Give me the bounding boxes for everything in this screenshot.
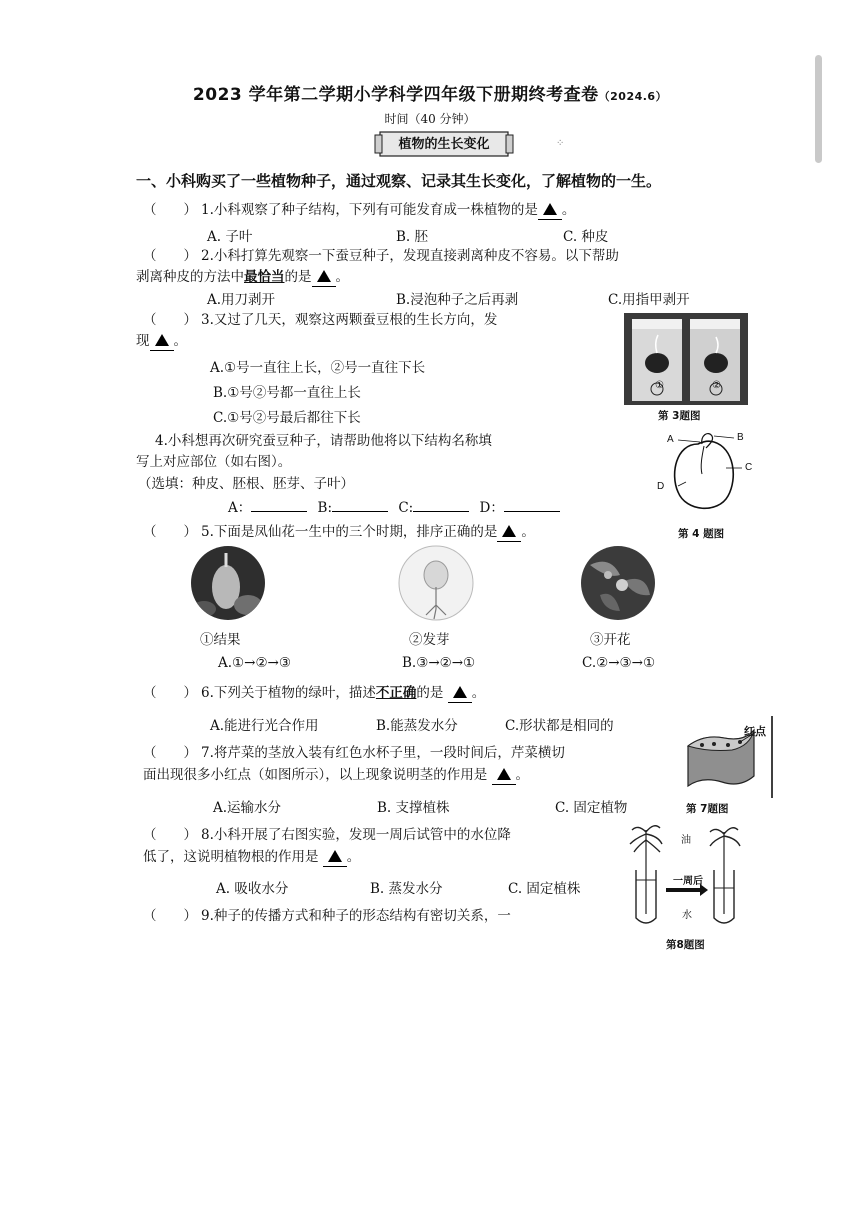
triangle-icon — [155, 334, 169, 346]
q1-option-b: B. 胚 — [396, 229, 429, 245]
question-4-options: （选填：种皮、胚根、胚芽、子叶） — [138, 476, 354, 492]
blank-a[interactable] — [251, 511, 307, 512]
answer-paren[interactable]: （ ） — [143, 524, 197, 540]
fig3-label-2: ② — [712, 380, 721, 391]
answer-paren[interactable]: （ ） — [143, 248, 197, 264]
fig8-label-water: 水 — [682, 910, 692, 921]
q1-option-c: C. 种皮 — [563, 229, 609, 245]
q5-label-flower: ③开花 — [590, 632, 631, 648]
question-7: （ ） 7.将芹菜的茎放入装有红色水杯子里，一段时间后，芹菜横切 — [143, 745, 565, 761]
q1-option-a: A. 子叶 — [207, 229, 253, 245]
section-heading: 一、小科购买了一些植物种子，通过观察、记录其生长变化，了解植物的一生。 — [136, 172, 662, 190]
scrollbar[interactable] — [815, 55, 822, 163]
blank-c[interactable] — [413, 511, 469, 512]
fig3-caption: 第 3题图 — [658, 410, 701, 422]
answer-paren[interactable]: （ ） — [143, 312, 197, 328]
q5-photo-fruit — [190, 545, 266, 621]
fig4-label-c: C — [745, 462, 753, 473]
answer-blank — [323, 848, 347, 867]
q3-option-c: C.①号②号最后都往下长 — [213, 410, 361, 426]
q5-option-b: B.③→②→① — [402, 655, 476, 671]
q7-option-b: B. 支撑植株 — [377, 800, 450, 816]
triangle-icon — [453, 686, 467, 698]
q8-option-a: A. 吸收水分 — [216, 881, 289, 897]
answer-blank — [448, 684, 472, 703]
q5-photo-sprout — [398, 545, 474, 621]
question-3: （ ） 3.又过了几天，观察这两颗蚕豆根的生长方向，发 — [143, 312, 498, 328]
answer-blank — [150, 332, 174, 351]
q3-option-a: A.①号一直往上长，②号一直往下长 — [210, 360, 426, 376]
answer-paren[interactable]: （ ） — [143, 685, 197, 701]
q3-option-b: B.①号②号都一直往上长 — [213, 385, 361, 401]
fig7-caption: 第 7题图 — [686, 803, 729, 815]
exam-title: 2023 学年第二学期小学科学四年级下册期终考查卷（2024.6） — [192, 85, 668, 105]
q6-option-a: A.能进行光合作用 — [210, 718, 319, 734]
triangle-icon — [543, 203, 557, 215]
q8-option-b: B. 蒸发水分 — [370, 881, 443, 897]
q8-option-c: C. 固定植株 — [508, 881, 581, 897]
emphasis: 最恰当 — [244, 269, 285, 285]
question-7-line2: 面出现很多小红点（如图所示），以上现象说明茎的作用是 。 — [143, 767, 530, 783]
question-4: 4.小科想再次研究蚕豆种子，请帮助他将以下结构名称填 — [155, 433, 492, 449]
q7-option-c: C. 固定植物 — [555, 800, 628, 816]
q5-label-sprout: ②发芽 — [409, 632, 450, 648]
question-1: （ ） 1.小科观察了种子结构，下列有可能发育成一株植物的是 。 — [143, 202, 576, 218]
question-8: （ ） 8.小科开展了右图实验，发现一周后试管中的水位降 — [143, 827, 511, 843]
question-9: （ ） 9.种子的传播方式和种子的形态结构有密切关系，一 — [143, 908, 511, 924]
fig3-label-1: ① — [655, 380, 664, 391]
question-2-line2: 剥离种皮的方法中最恰当的是 。 — [136, 269, 349, 285]
fig7-label: 红点 — [744, 726, 766, 738]
blank-d[interactable] — [504, 511, 560, 512]
question-2: （ ） 2.小科打算先观察一下蚕豆种子，发现直接剥离种皮不容易。以下帮助 — [143, 248, 619, 264]
answer-blank — [312, 268, 336, 287]
fig4-label-d: D — [657, 481, 665, 492]
answer-paren[interactable]: （ ） — [143, 745, 197, 761]
fig3-bean-photo — [624, 313, 748, 405]
question-6: （ ） 6.下列关于植物的绿叶，描述不正确的是 。 — [143, 685, 486, 701]
q5-option-c: C.②→③→① — [582, 655, 656, 671]
emphasis: 不正确 — [375, 685, 417, 701]
answer-blank — [492, 766, 516, 785]
exam-time: 时间（40 分钟） — [384, 112, 476, 126]
fig4-caption: 第 4 题图 — [678, 528, 725, 540]
exam-date: （2024.6） — [598, 90, 668, 103]
question-4-blanks: A： B: C: D： — [228, 499, 566, 517]
question-4-line2: 写上对应部位（如右图）。 — [136, 454, 292, 470]
fig8-label-week: 一周后 — [673, 876, 703, 887]
q7-option-a: A.运输水分 — [213, 800, 282, 816]
answer-paren[interactable]: （ ） — [143, 908, 197, 924]
answer-paren[interactable]: （ ） — [143, 827, 197, 843]
q6-option-c: C.形状都是相同的 — [505, 718, 614, 734]
q2-option-b: B.浸泡种子之后再剥 — [396, 292, 519, 308]
answer-paren[interactable]: （ ） — [143, 202, 197, 218]
question-8-line2: 低了，这说明植物根的作用是 。 — [143, 849, 361, 865]
fig8-label-oil: 油 — [681, 835, 691, 846]
unit-title: 植物的生长变化 — [398, 137, 490, 152]
triangle-icon — [502, 525, 516, 537]
fig4-label-b: B — [737, 432, 744, 443]
q2-option-a: A.用刀剥开 — [207, 292, 276, 308]
fig4-label-a: A — [667, 434, 674, 445]
triangle-icon — [317, 270, 331, 282]
q2-option-c: C.用指甲剥开 — [608, 292, 690, 308]
triangle-icon — [497, 768, 511, 780]
answer-blank — [497, 523, 521, 542]
q5-photo-flower — [580, 545, 656, 621]
question-5: （ ） 5.下面是凤仙花一生中的三个时期，排序正确的是 。 — [143, 524, 535, 540]
blank-b[interactable] — [332, 511, 388, 512]
triangle-icon — [328, 850, 342, 862]
q5-label-fruit: ①结果 — [200, 632, 241, 648]
scan-speck: ⁘ — [556, 138, 565, 149]
fig8-caption: 第8题图 — [666, 939, 705, 951]
q6-option-b: B.能蒸发水分 — [376, 718, 458, 734]
q5-option-a: A.①→②→③ — [218, 655, 291, 671]
answer-blank — [538, 201, 562, 220]
question-3-line2: 现 。 — [136, 333, 187, 349]
